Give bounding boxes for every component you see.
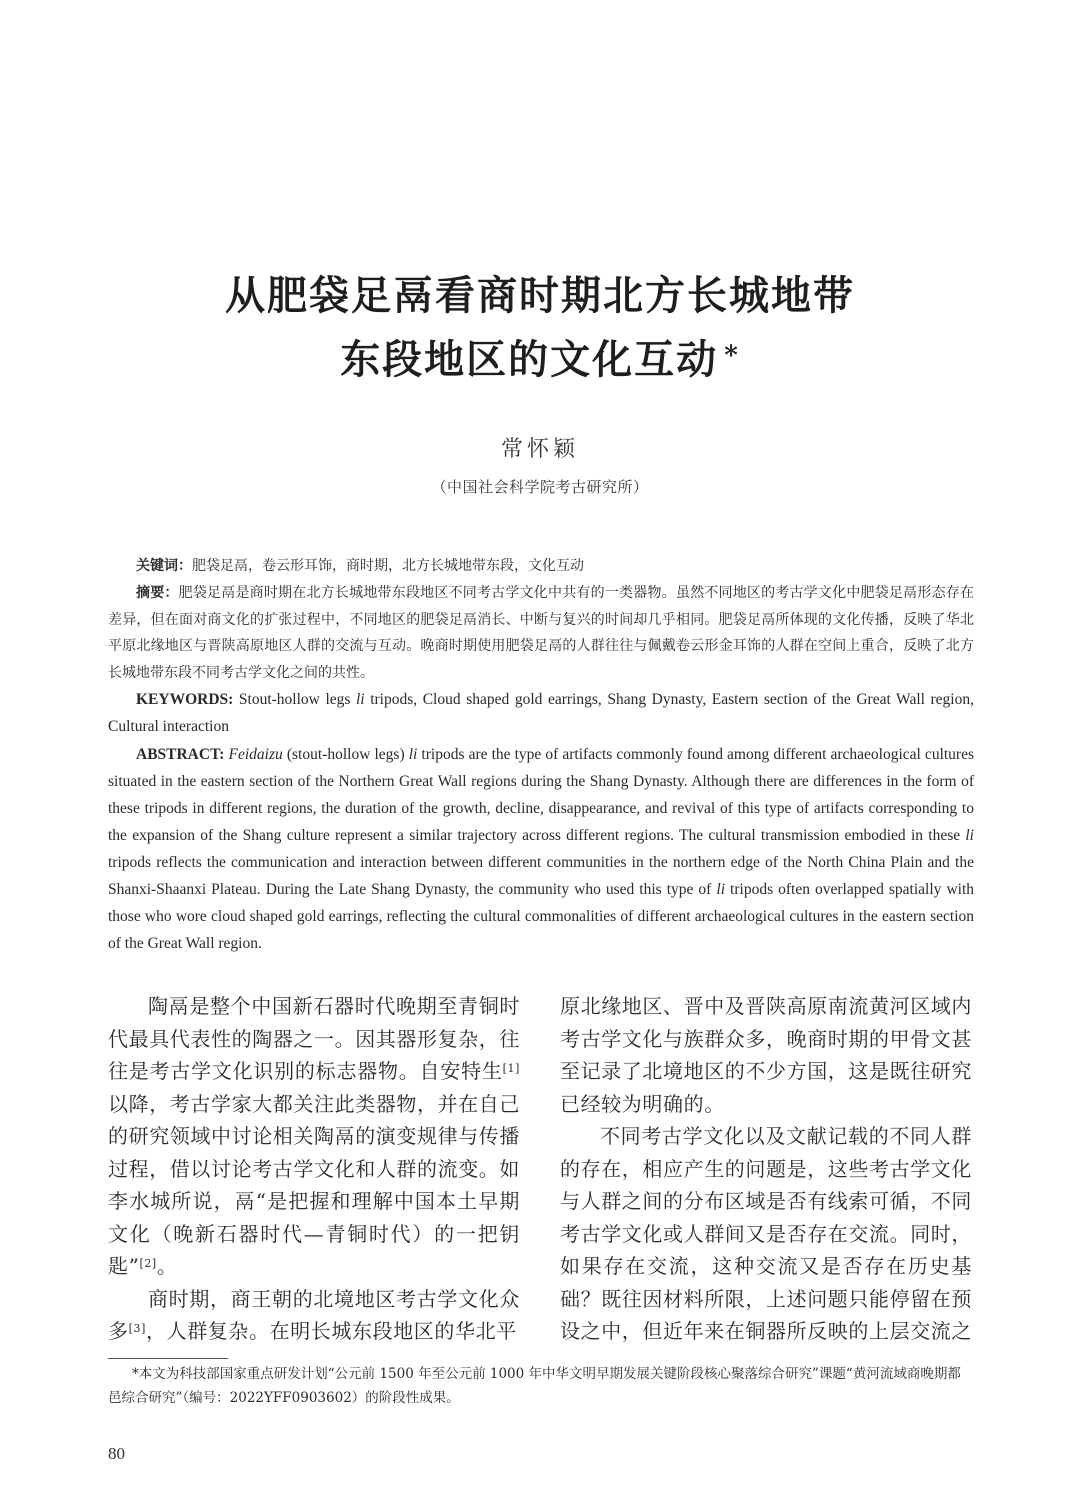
en-keywords-text-2: tripods, Cloud shaped gold earrings, Shang Dynasty, Eastern section of the Great Wall region, Cultural interaction (108, 691, 974, 735)
en-abstract (108, 741, 974, 957)
en-abstract-text-1: (stout-hollow legs) (282, 746, 409, 763)
body-text: 以降，考古学家大都关注此类器物，并在自己的研究领域中讨论相关陶鬲的演变规律与传播过程，借以讨论考古学文化和人群的流变。如李水城所说，鬲“是把握和理解中国本土早期文化（晚新石器时代—青铜时代）的一把钥匙” (108, 1091, 520, 1278)
citation-ref: [1] (502, 1062, 520, 1075)
cn-keywords-label: 关键词： (136, 558, 192, 574)
en-keywords-text-1: Stout-hollow legs (233, 691, 356, 708)
cn-abstract-label: 摘要： (136, 585, 179, 601)
citation-ref: [3] (128, 1322, 146, 1335)
body-paragraph (108, 1283, 520, 1348)
cn-keywords-text: 肥袋足鬲，卷云形耳饰，商时期，北方长城地带东段，文化互动 (192, 558, 584, 574)
footnote-divider (108, 1358, 228, 1359)
funding-footnote: *本文为科技部国家重点研发计划“公元前 1500 年至公元前 1000 年中华文明早期发展关键阶段核心聚落综合研究”课题“黄河流域商晚期都邑综合研究”（编号：2022YFF0903602）的阶段性成果。 (108, 1366, 961, 1406)
en-abstract-italic-2: li (408, 746, 418, 763)
en-abstract-text-4: tripods often overlapped spatially with those who wore cloud shaped gold earrings, reflecting the cultural commonalities of different archaeological cultures in the eastern section of the Great Wall region. (108, 881, 975, 952)
body-paragraph: 原北缘地区、晋中及晋陕高原南流黄河区域内考古学文化与族群众多，晚商时期的甲骨文甚至记录了北境地区的不少方国，这是既往研究已经较为明确的。 (560, 994, 972, 1116)
body-column-right (560, 990, 972, 1348)
body-text: 。 (156, 1254, 178, 1278)
en-abstract-text-3: tripods reflects the communication and interaction between different communities in the northern edge of the North China Plain and the Shanxi-Shaanxi Plateau. During the Late Shang Dynasty, the community who used this type of (108, 854, 974, 898)
body-text: 商时期，商王朝的北境地区考古学文化众多 (108, 1286, 520, 1343)
body-text: 陶鬲是整个中国新石器时代晚期至青铜时代最具代表性的陶器之一。因其器形复杂，往往是考古学文化识别的标志器物。自安特生 (108, 994, 520, 1083)
en-abstract-italic-4: li (716, 881, 726, 898)
article-title-line-2-text: 东段地区的文化互动 (340, 336, 719, 383)
cn-abstract-text: 肥袋足鬲是商时期在北方长城地带东段地区不同考古学文化中共有的一类器物。虽然不同地区的考古学文化中肥袋足鬲形态存在差异，但在面对商文化的扩张过程中，不同地区的肥袋足鬲消长、中断与复兴的时间却几乎相同。肥袋足鬲所体现的文化传播，反映了华北平原北缘地区与晋陕高原地区人群的交流与互动。晚商时期使用肥袋足鬲的人群往往与佩戴卷云形金耳饰的人群在空间上重合，反映了北方长城地带东段不同考古学文化之间的共性。 (108, 585, 975, 681)
body-column-left (108, 990, 520, 1348)
title-footnote-mark: * (724, 341, 740, 371)
article-title-line-2 (100, 332, 980, 388)
en-abstract-italic-3: li (965, 827, 974, 844)
author-name: 常怀颖 (500, 437, 579, 462)
cn-keywords (108, 553, 974, 580)
citation-ref: [2] (139, 1257, 157, 1270)
en-abstract-text-2: tripods are the type of artifacts commonly found among different archaeological cultures situated in the eastern section of the Northern Great Wall regions during the Shang Dynasty. Although there are differences in the form of these tripods in different regions, the duration of the growth, decline, disappearance, and revival of this type of artifacts corresponding to the expansion of the Shang culture represent a similar trajectory across different regions. The cultural transmission embodied in these (108, 746, 975, 844)
en-keywords (108, 686, 974, 740)
en-keywords-label: KEYWORDS: (136, 691, 234, 708)
article-title-line-1: 从肥袋足鬲看商时期北方长城地带 (225, 272, 855, 319)
en-keywords-italic: li (356, 691, 365, 708)
cn-abstract (108, 580, 974, 686)
body-paragraph: 不同考古学文化以及文献记载的不同人群的存在，相应产生的问题是，这些考古学文化与人群之间的分布区域是否有线索可循，不同考古学文化或人群间又是否存在交流。同时，如果存在交流，这种交流又是否存在历史基础？既往因材料所限，上述问题只能停留在预设之中，但近年来在铜器所反映的上层交流之 (560, 1124, 972, 1343)
body-text: ，人群复杂。在明长城东段地区的华北平 (146, 1319, 517, 1343)
page-number: 80 (108, 1444, 125, 1463)
en-abstract-label: ABSTRACT: (136, 746, 225, 763)
en-abstract-italic-1: Feidaizu (228, 746, 283, 763)
body-paragraph (108, 990, 520, 1283)
author-affiliation: （中国社会科学院考古研究所） (431, 478, 649, 496)
